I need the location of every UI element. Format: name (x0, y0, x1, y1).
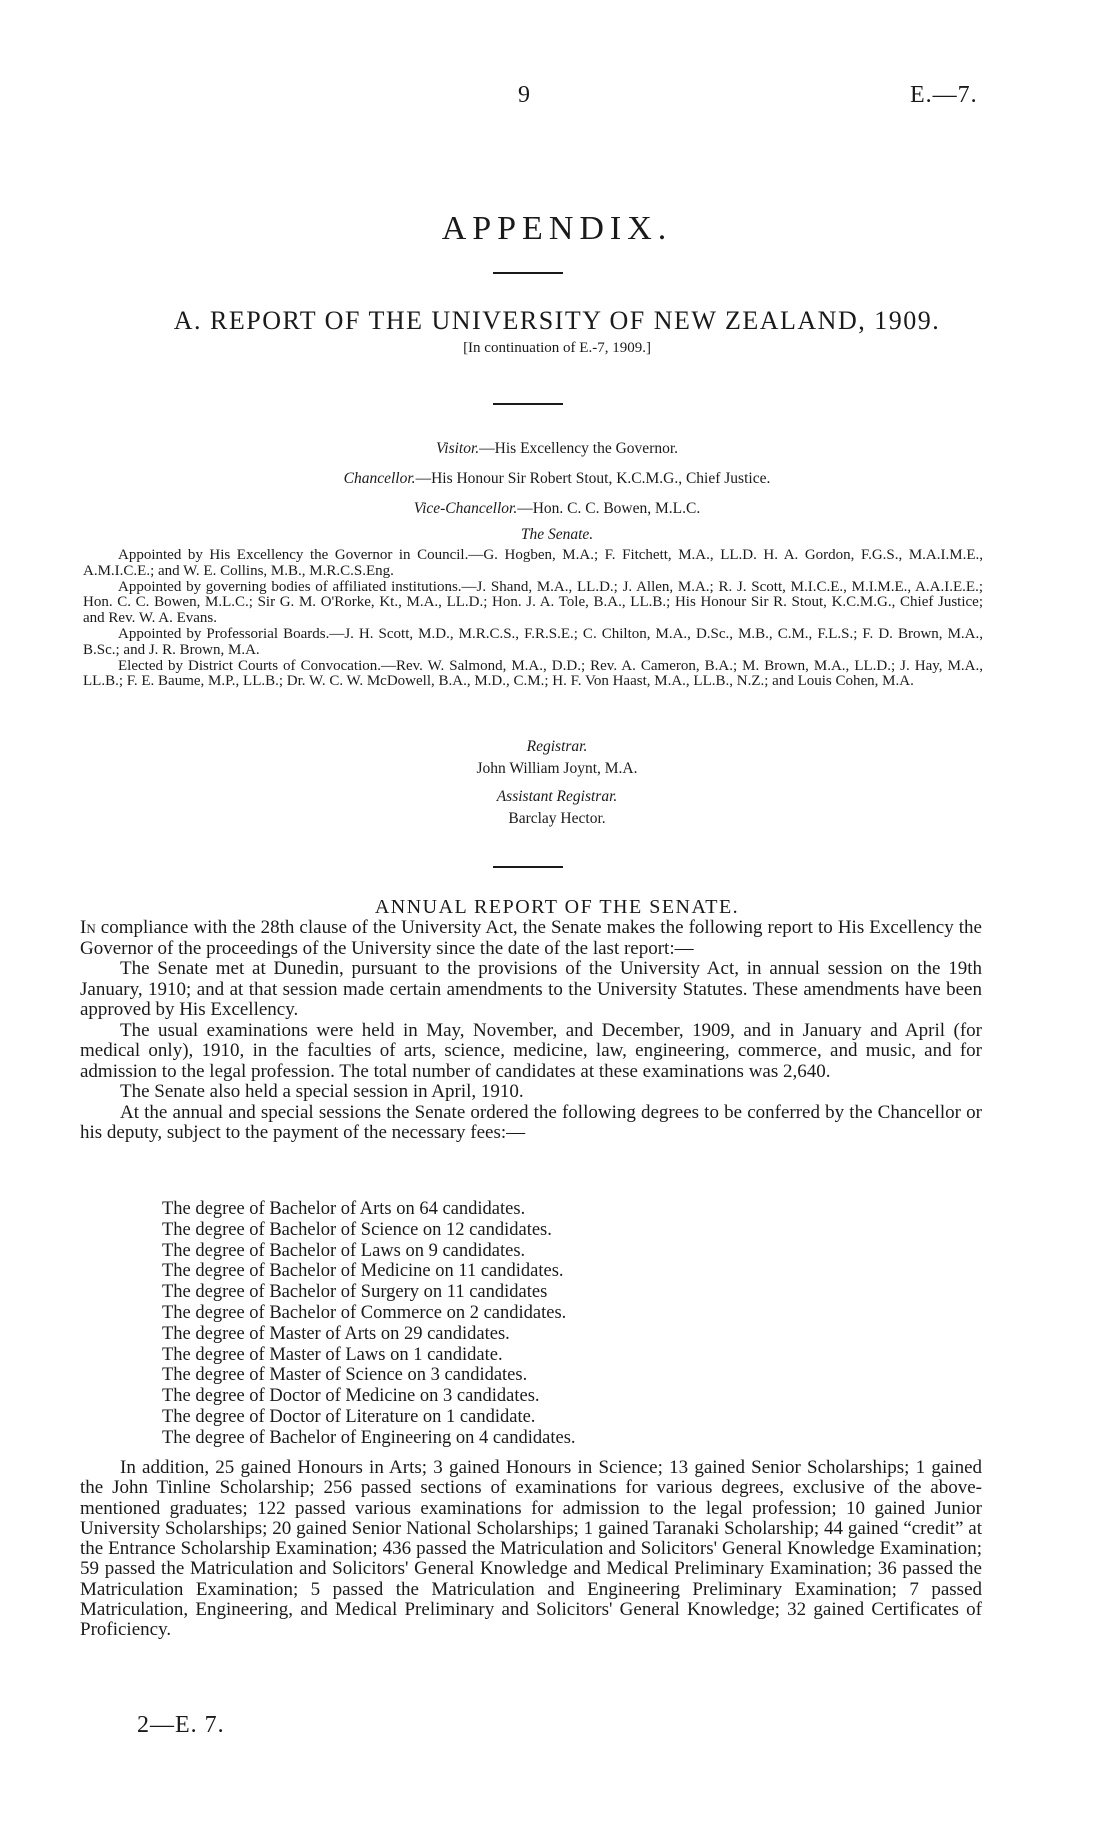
visitor-line (0, 440, 1114, 458)
assistant-registrar-heading: Assistant Registrar. (496, 788, 618, 805)
report-title: A. REPORT OF THE UNIVERSITY OF NEW ZEALAND, 1909. (173, 306, 941, 335)
visitor-role: Visitor. (435, 440, 480, 457)
assistant-registrar-name: Barclay Hector. (508, 810, 606, 827)
list-item: The degree of Bachelor of Commerce on 2 candidates. (162, 1302, 567, 1323)
annual-report-title: ANNUAL REPORT OF THE SENATE. (374, 896, 740, 918)
paragraph-examinations: The usual examinations were held in May, November, and December, 1909, and in January and April (for medical only), 1910, in the faculties of arts, science, medicine, law, engineering, commerce, and music, and for admission to the legal profession. The total number of candidates at these examinations was 2,640. (80, 1019, 982, 1082)
intro-lead: In (80, 917, 96, 938)
paragraph-degrees-intro: At the annual and special sessions the Senate ordered the following degrees to be conferred by the Chancellor or his deputy, subject to the payment of the necessary fees:— (80, 1101, 982, 1143)
list-item: The degree of Bachelor of Laws on 9 candidates. (162, 1240, 526, 1261)
senate-governor-appointed: Appointed by His Excellency the Governor in Council.—G. Hogben, M.A.; F. Fitchett, M.A., LL.D. H. A. Gordon, F.G.S., M.A.I.M.E., A.M.I.C.E.; and W. E. Collins, M.B., M.R.C.S.Eng. (83, 547, 983, 579)
list-item: The degree of Doctor of Medicine on 3 candidates. (162, 1386, 540, 1407)
vice-chancellor-line (0, 500, 1114, 518)
divider-rule (493, 272, 563, 274)
list-item: The degree of Master of Science on 3 candidates. (162, 1365, 528, 1386)
page-number: 9 (518, 82, 530, 108)
divider-rule (493, 403, 563, 405)
paragraph-special-session: The Senate also held a special session in April, 1910. (120, 1081, 524, 1102)
senate-heading: The Senate. (520, 526, 594, 543)
senate-convocation: Elected by District Courts of Convocation.—Rev. W. Salmond, M.A., D.D.; Rev. A. Cameron, B.A.; M. Brown, M.A., LL.D.; J. Hay, M.A., LL.B.; F. E. Baume, M.P., LL.B.; Dr. W. C. W. McDowell, B.A., M.D., C.M.; H. F. Von Haast, M.A., LL.B., N.Z.; and Louis Cohen, M.A. (83, 657, 983, 690)
divider-rule (493, 866, 563, 868)
chancellor-line (0, 470, 1114, 488)
list-item: The degree of Bachelor of Engineering on 4 candidates. (162, 1427, 576, 1448)
degree-list (162, 1199, 576, 1449)
list-item: The degree of Master of Arts on 29 candidates. (162, 1323, 510, 1344)
list-item: The degree of Bachelor of Science on 12 candidates. (162, 1219, 552, 1240)
chancellor-name: —His Honour Sir Robert Stout, K.C.M.G., Chief Justice. (415, 470, 771, 487)
list-item: The degree of Bachelor of Surgery on 11 candidates (162, 1282, 548, 1303)
registrar-name: John William Joynt, M.A. (476, 760, 638, 777)
appendix-title: APPENDIX. (441, 210, 673, 247)
honours-section (80, 1458, 982, 1641)
list-item: The degree of Bachelor of Medicine on 11 candidates. (162, 1261, 564, 1282)
intro-paragraph (80, 918, 982, 959)
registrar-heading: Registrar. (526, 738, 588, 755)
honours-paragraph: In addition, 25 gained Honours in Arts; 3 gained Honours in Science; 13 gained Senior Scholarships; 1 gained the John Tinline Scholarship; 256 passed sections of examinations for various degrees, exclusive of the above-mentioned graduates; 122 passed various examinations for admission to the legal profession; 10 gained Junior University Scholarships; 20 gained Senior National Scholarships; 1 gained Taranaki Scholarship; 44 gained “credit” at the Entrance Scholarship Examination; 436 passed the Matriculation and Solicitors' General Knowledge Examination; 59 passed the Matriculation and Solicitors' General Knowledge and Medical Preliminary Examination; 36 passed the Matriculation Examination; 5 passed the Matriculation and Engineering Preliminary Examination; 7 passed Matriculation, Engineering, and Medical Preliminary and Solicitors' General Knowledge; 32 gained Certificates of Proficiency. (80, 1457, 982, 1641)
senate-professorial: Appointed by Professorial Boards.—J. H. Scott, M.D., M.R.C.S., F.R.S.E.; C. Chilton, M.A., D.Sc., M.B., C.M., F.L.S.; F. D. Brown, M.A., B.Sc.; and J. R. Brown, M.A. (83, 625, 983, 658)
paragraph-session: The Senate met at Dunedin, pursuant to the provisions of the University Act, in annual session on the 19th January, 1910; and at that session made certain amendments to the University Statutes. These amendments have been approved by His Excellency. (80, 958, 982, 1020)
list-item: The degree of Doctor of Literature on 1 candidate. (162, 1406, 536, 1427)
chancellor-role: Chancellor. (343, 470, 416, 487)
visitor-name: —His Excellency the Governor. (479, 440, 679, 457)
senate-governing-bodies: Appointed by governing bodies of affiliated institutions.—J. Shand, M.A., LL.D.; J. Allen, M.A.; R. J. Scott, M.I.C.E., M.I.M.E., A.A.I.E.E.; Hon. C. C. Bowen, M.L.C.; Sir G. M. O'Rorke, Kt., M.A., LL.D.; Hon. J. A. Tole, B.A., LL.B.; His Honour Sir R. Stout, K.C.M.G., Chief Justice; and Rev. W. A. Evans. (83, 578, 983, 627)
vice-chancellor-role: Vice-Chancellor. (413, 500, 518, 517)
continuation-note: [In continuation of E.-7, 1909.] (463, 340, 651, 356)
intro-text: compliance with the 28th clause of the University Act, the Senate makes the following report to His Excellency the Governor of the proceedings of the University since the date of the last report:— (80, 917, 982, 959)
list-item: The degree of Master of Laws on 1 candidate. (162, 1344, 503, 1365)
list-item: The degree of Bachelor of Arts on 64 candidates. (162, 1199, 526, 1219)
document-reference: E.—7. (910, 82, 978, 108)
vice-chancellor-name: —Hon. C. C. Bowen, M.L.C. (517, 500, 701, 517)
senate-members (83, 548, 983, 690)
annual-report-body (80, 918, 982, 1144)
footer-reference: 2—E. 7. (137, 1712, 225, 1738)
